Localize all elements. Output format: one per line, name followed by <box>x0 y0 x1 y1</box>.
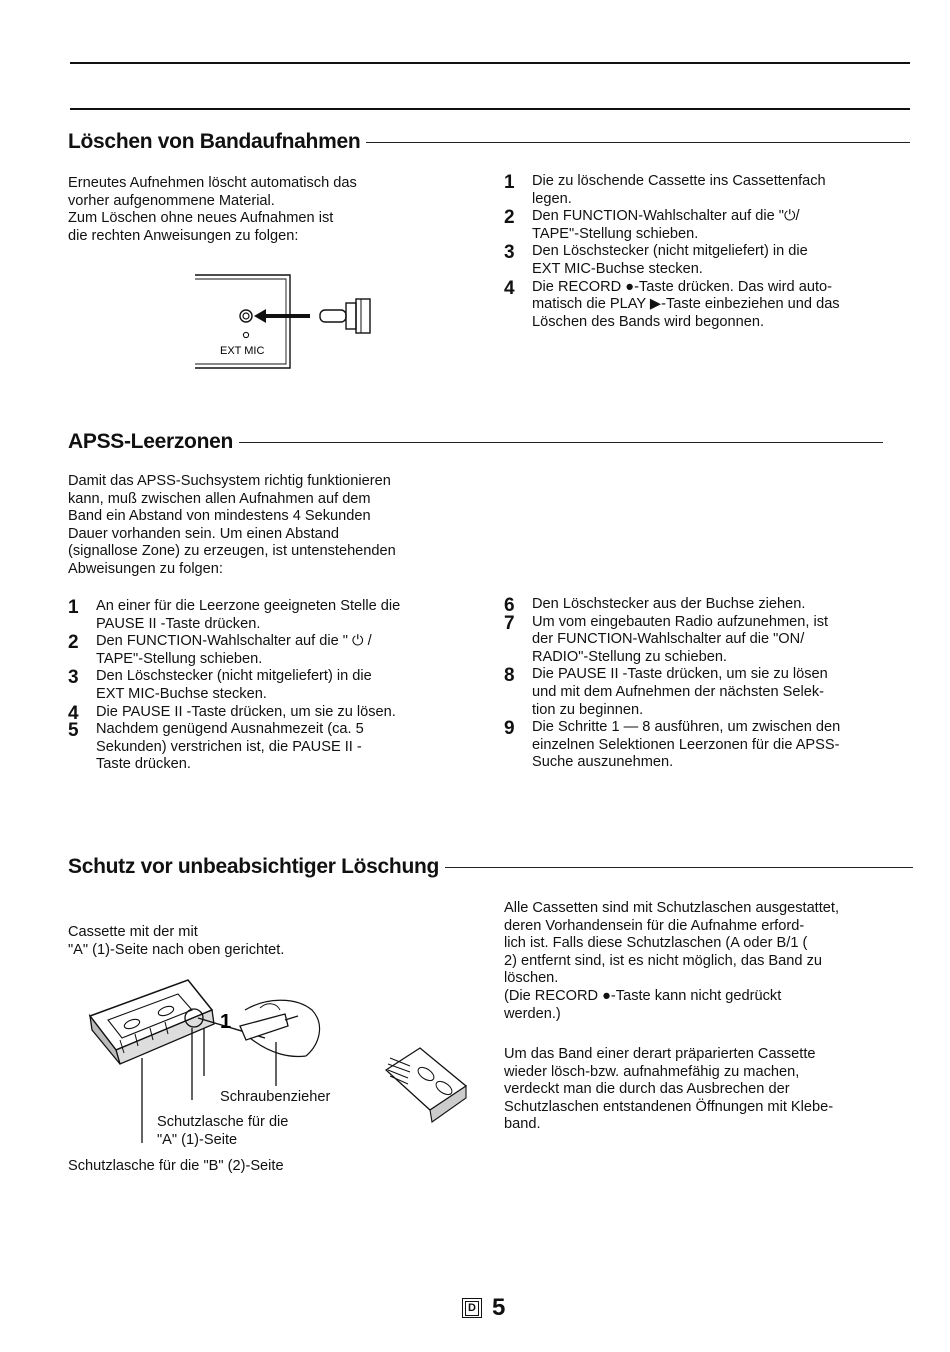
step-item: 4 Die RECORD ●-Taste drücken. Das wird auto- matisch die PLAY ▶-Taste einbeziehen und das Löschen des Bands wird begonnen. <box>504 277 840 330</box>
protection-paragraph-2: Um das Band einer derart präparierten Cassette wieder lösch-bzw. aufnahmefähig zu machen, verdeckt man die durch das Ausbrechen der Schutzlaschen entstandenen Öffnungen mit Klebe- band. <box>504 1046 834 1133</box>
step-item: 2 Den FUNCTION-Wahlschalter auf die " ⏻ / TAPE"-Stellung schieben. <box>68 632 372 667</box>
ext-mic-figure <box>190 270 390 374</box>
section-heading-loeschen <box>68 130 910 154</box>
language-badge: D <box>462 1298 482 1318</box>
step-item: 3 Den Löschstecker (nicht mitgeliefert) in die EXT MIC-Buchse stecken. <box>504 242 808 277</box>
apss-intro-paragraph: Damit das APSS-Suchsystem richtig funktionieren kann, muß zwischen allen Aufnahmen auf dem Band ein Abstand von mindestens 4 Sekunden Dauer vorhanden sein. Um einen Abstand (signallose Zone) zu erzeugen, ist untenstehenden Abweisungen zu folgen: <box>68 473 396 577</box>
section-heading-apss <box>68 430 883 454</box>
cassette-caption: Cassette mit der mit "A" (1)-Seite nach oben gerichtet. <box>68 924 285 958</box>
figure-marker: 1 <box>220 1011 232 1033</box>
ext-mic-label: EXT MIC <box>220 345 265 357</box>
step-item: 1 An einer für die Leerzone geeigneten Stelle die PAUSE II -Taste drücken. <box>68 597 401 632</box>
apss-steps-left <box>68 598 476 774</box>
step-item: 3 Den Löschstecker (nicht mitgeliefert) in die EXT MIC-Buchse stecken. <box>68 667 372 702</box>
page-footer <box>462 1294 505 1322</box>
step-item: 7 Um vom eingebauten Radio aufzunehmen, ist der FUNCTION-Wahlschalter auf die "ON/ RADIO"-Stellung zu schieben. <box>504 612 829 665</box>
section-heading-schutz <box>68 855 913 879</box>
page-number: 5 <box>492 1294 506 1321</box>
intro-paragraph: Erneutes Aufnehmen löscht automatisch das vorher aufgenommene Material. Zum Löschen ohne neues Aufnahmen ist die rechten Anweisungen zu folgen: <box>68 175 357 244</box>
step-item: 4 Die PAUSE II -Taste drücken, um sie zu lösen. <box>68 702 396 724</box>
step-item: 2 Den FUNCTION-Wahlschalter auf die "⏻/ TAPE"-Stellung schieben. <box>504 207 800 242</box>
step-item: 6 Den Löschstecker aus der Buchse ziehen. <box>504 595 806 616</box>
section-title: Löschen von Bandaufnahmen <box>68 130 361 153</box>
step-item: 8 Die PAUSE II -Taste drücken, um sie zu lösen und mit dem Aufnehmen der nächsten Selek- tion zu beginnen. <box>504 665 828 718</box>
tab-b-label: Schutzlasche für die "B" (2)-Seite <box>68 1158 284 1174</box>
top-rule <box>70 62 910 64</box>
apss-steps-right <box>504 596 912 772</box>
step-item: 9 Die Schritte 1 — 8 ausführen, um zwischen den einzelnen Selektionen Leerzonen für die APSS- Suche auszunehmen. <box>504 718 841 771</box>
step-item: 1 Die zu löschende Cassette ins Cassettenfach legen. <box>504 172 826 207</box>
protection-paragraph-1: Alle Cassetten sind mit Schutzlaschen ausgestattet, deren Vorhandensein für die Aufnahme erford- lich ist. Falls diese Schutzlaschen (A oder B/1 ( 2) entfernt sind, ist es nicht möglich, das Band zu löschen. (Die RECORD ●-Taste kann nicht gedrückt werden.) <box>504 900 840 1022</box>
erase-steps <box>504 173 912 331</box>
tab-a-label: Schutzlasche für die "A" (1)-Seite <box>157 1114 289 1148</box>
screwdriver-label: Schraubenzieher <box>220 1089 331 1105</box>
top-rule-2 <box>70 108 910 110</box>
step-item: 5 Nachdem genügend Ausnahmezeit (ca. 5 Sekunden) verstrichen ist, die PAUSE II - Taste drücken. <box>68 720 364 773</box>
section-title: Schutz vor unbeabsichtiger Löschung <box>68 855 440 878</box>
section-title: APSS-Leerzonen <box>68 430 233 453</box>
